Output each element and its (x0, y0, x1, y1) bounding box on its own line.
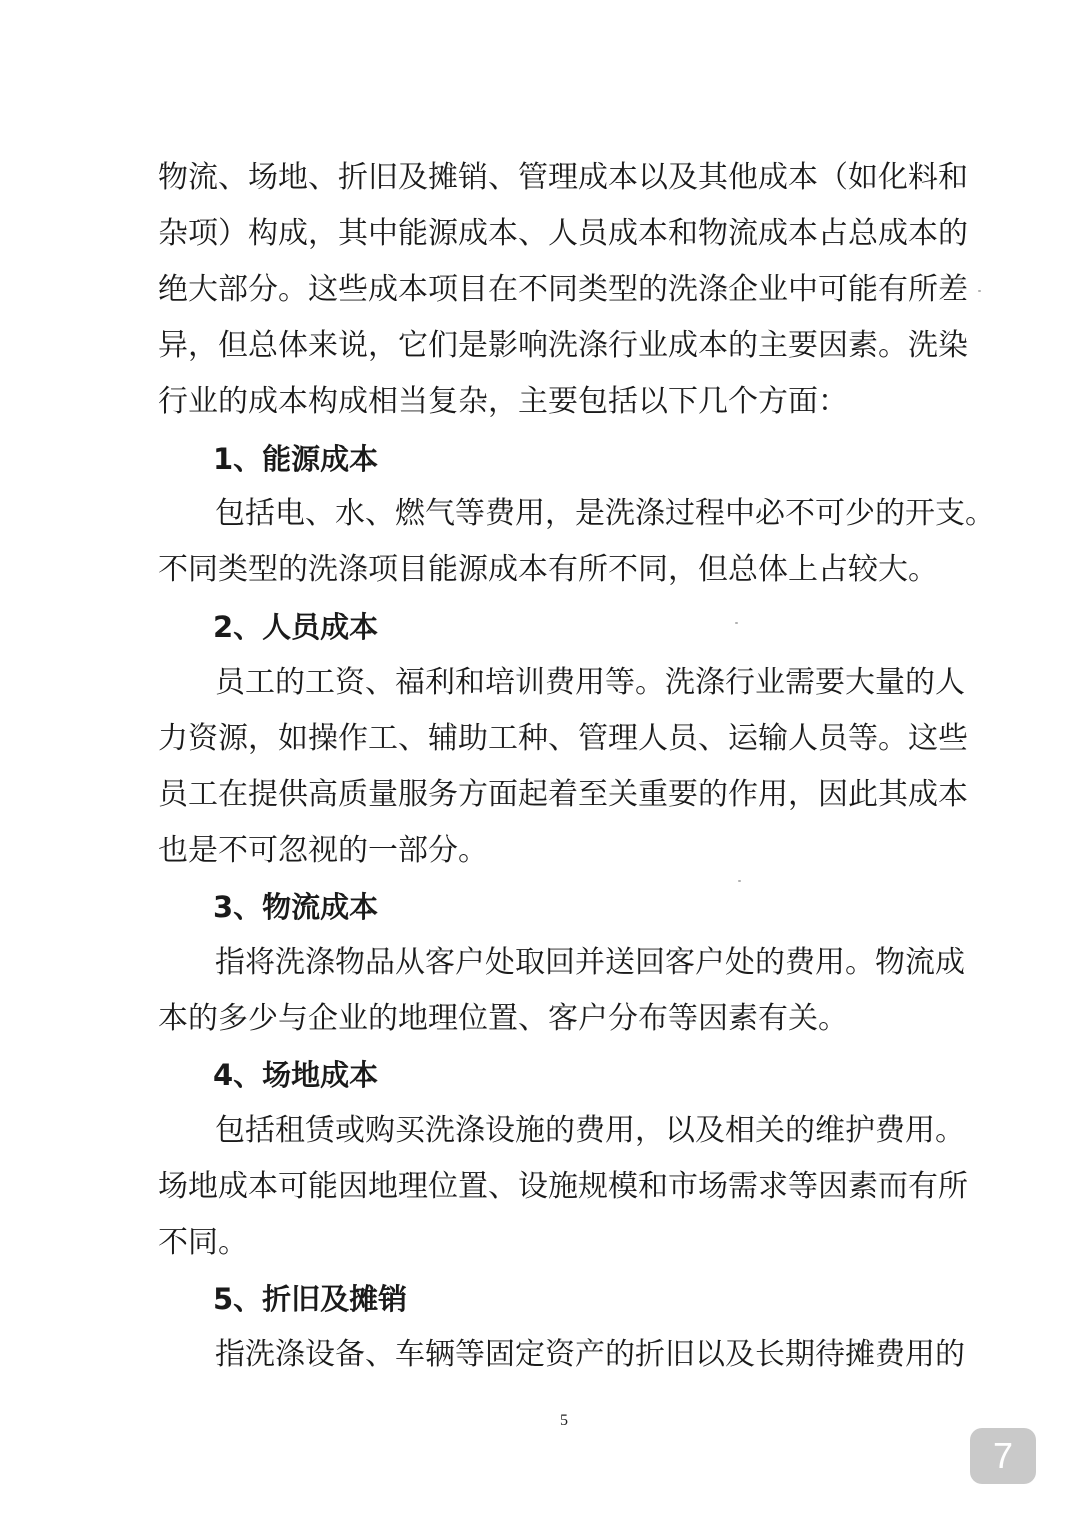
paragraph-line: 员工的工资、福利和培训费用等。洗涤行业需要大量的人 (215, 665, 965, 700)
paragraph-line: 绝大部分。这些成本项目在不同类型的洗涤企业中可能有所差 (158, 272, 968, 307)
scan-speck (738, 880, 741, 882)
paragraph-line: 杂项）构成，其中能源成本、人员成本和物流成本占总成本的 (158, 216, 968, 251)
paragraph-line: 不同。 (158, 1225, 248, 1260)
paragraph-line: 行业的成本构成相当复杂，主要包括以下几个方面： (158, 384, 848, 419)
paragraph-line: 员工在提供高质量服务方面起着至关重要的作用，因此其成本 (158, 777, 968, 812)
paragraph-line: 也是不可忽视的一部分。 (158, 833, 488, 868)
section-heading: 3、物流成本 (213, 890, 379, 924)
paragraph-line: 指将洗涤物品从客户处取回并送回客户处的费用。物流成 (215, 945, 965, 980)
paragraph-line: 不同类型的洗涤项目能源成本有所不同，但总体上占较大。 (158, 552, 938, 587)
paragraph-line: 异，但总体来说，它们是影响洗涤行业成本的主要因素。洗染 (158, 328, 968, 363)
paragraph-line: 场地成本可能因地理位置、设施规模和市场需求等因素而有所 (158, 1169, 968, 1204)
section-heading: 2、人员成本 (213, 610, 379, 644)
scan-speck (735, 622, 738, 624)
section-heading: 4、场地成本 (213, 1058, 379, 1092)
page-counter-badge: 7 (970, 1428, 1036, 1484)
page-number: 5 (560, 1412, 568, 1429)
scan-speck (978, 290, 981, 292)
paragraph-line: 包括租赁或购买洗涤设施的费用，以及相关的维护费用。 (215, 1113, 965, 1148)
paragraph-line: 包括电、水、燃气等费用，是洗涤过程中必不可少的开支。 (215, 496, 995, 531)
paragraph-line: 物流、场地、折旧及摊销、管理成本以及其他成本（如化料和 (158, 160, 968, 195)
section-heading: 1、能源成本 (213, 442, 379, 476)
paragraph-line: 力资源，如操作工、辅助工种、管理人员、运输人员等。这些 (158, 721, 968, 756)
paragraph-line: 本的多少与企业的地理位置、客户分布等因素有关。 (158, 1001, 848, 1036)
section-heading: 5、折旧及摊销 (213, 1282, 408, 1316)
paragraph-line: 指洗涤设备、车辆等固定资产的折旧以及长期待摊费用的 (215, 1337, 965, 1372)
